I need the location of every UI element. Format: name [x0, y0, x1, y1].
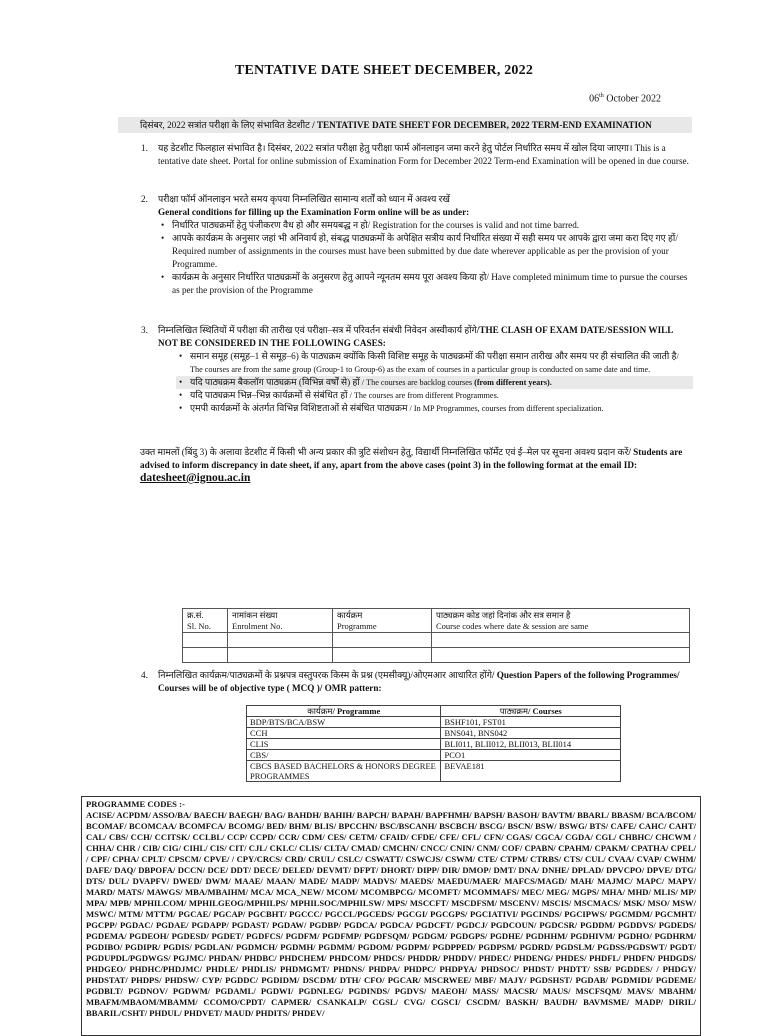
- clash-format-table: [182, 608, 690, 663]
- item-hindi: समान समूह (समूह–1 से समूह–6) के पाठ्यक्रम क्योंकि किसी विशिष्ट समूह के पाठ्यक्रमों की परीक्षा समान तारीख और समय पर ही संचालित की जाती है: [190, 351, 677, 361]
- item-english: / Required number of assignments in the courses must have been submitted by due date wherever applicable as per the provision of your Programme.: [172, 233, 678, 269]
- date-day: 06: [589, 93, 600, 105]
- courses-header-english: / Courses: [527, 706, 562, 716]
- item-english: / The courses are from the same group (Group-1 to Group-6) as the exam of courses in a particular group is conducted on same date and time.: [190, 352, 679, 374]
- courses-cell: BLI011, BLII012, BLII013, BLII014: [441, 739, 621, 750]
- table-cell: [228, 633, 333, 648]
- header-hindi: क्र.सं.: [187, 610, 204, 620]
- section-banner: [118, 117, 692, 133]
- header-cell: [228, 609, 333, 633]
- section-2: [141, 193, 693, 297]
- header-cell: [333, 609, 432, 633]
- header-hindi: नामांकन संख्या: [232, 610, 278, 620]
- item-hindi: यदि पाठ्यक्रम भिन्न–भिन्न कार्यक्रमों से संबंधित हों: [190, 390, 348, 400]
- item-hindi: यदि पाठ्यक्रम बैकलॉग पाठ्यक्रम (विभिन्न वर्षों से) हों: [190, 377, 360, 387]
- issue-date: [589, 93, 661, 104]
- table-header-row: [183, 609, 690, 633]
- table-cell: [228, 648, 333, 663]
- item-hindi: कार्यक्रम के अनुसार निर्धारित पाठ्यक्रमों के अनुसरण हेतु आपने न्यूनतम समय पूरा अवश्य किया हो: [172, 272, 487, 282]
- item-emphasis: (from different years).: [474, 378, 552, 387]
- list-item: [176, 350, 693, 376]
- list-item: [158, 219, 693, 232]
- banner-hindi: दिसंबर, 2022 सत्रांत परीक्षा के लिए संभावित डेटशीट: [140, 120, 310, 130]
- table-row: [247, 728, 621, 739]
- courses-header-hindi: पाठ्यक्रम: [499, 706, 528, 716]
- table-cell: [333, 633, 432, 648]
- page-title: TENTATIVE DATE SHEET DECEMBER, 2022: [234, 63, 534, 78]
- header-cell: [432, 609, 690, 633]
- courses-cell: BNS041, BNS042: [441, 728, 621, 739]
- item-english: / Registration for the courses is valid and not time barred.: [367, 220, 580, 230]
- header-hindi: पाठ्यक्रम कोड जहां दिनांक और सत्र समान है: [436, 610, 571, 620]
- banner-english: / TENTATIVE DATE SHEET FOR DECEMBER, 2022 TERM-END EXAMINATION: [309, 120, 652, 130]
- programme-cell: BDP/BTS/BCA/BSW: [247, 717, 441, 728]
- note-english: / Students are advised to inform discrepancy in date sheet, if any, apart from the above cases (point 3) in the following format at the email ID:: [140, 447, 683, 470]
- section-2-list: [158, 219, 693, 297]
- section-1-hindi: यह डेटशीट फिलहाल संभावित है। दिसंबर, 2022 सत्रांत परीक्षा हेतु परीक्षा फार्म ऑनलाइन जमा करने हेतु पोर्टल निर्धारित समय में खोल दिया जाएगा।: [158, 143, 633, 153]
- email-link[interactable]: datesheet@ignou.ac.in: [140, 472, 251, 484]
- item-hindi: आपके कार्यक्रम के अनुसार जहां भी अनिवार्य हो, संबद्ध पाठ्यक्रमों के अपेक्षित सत्रीय कार्य निर्धारित संख्या में सही समय पर आपके द्वारा जमा करा दिए गए हों: [172, 233, 676, 243]
- list-item: [158, 271, 693, 297]
- date-suffix: th: [599, 93, 604, 99]
- table-cell: [183, 633, 228, 648]
- table-row: [247, 739, 621, 750]
- section-3-number: 3.: [141, 325, 148, 335]
- discrepancy-note: [140, 446, 693, 485]
- programme-header-english: / Programme: [332, 706, 381, 716]
- table-row: [247, 761, 621, 782]
- section-2-english: General conditions for filling up the Examination Form online will be as under:: [158, 207, 470, 217]
- header-cell: [183, 609, 228, 633]
- header-english: Programme: [337, 621, 377, 631]
- table-cell: [432, 648, 690, 663]
- courses-header: [441, 706, 621, 717]
- table-header-row: [247, 706, 621, 717]
- header-english: Sl. No.: [187, 621, 211, 631]
- item-english: / The courses are from different Programmes.: [347, 391, 499, 400]
- list-item: [176, 376, 693, 389]
- section-3: [141, 324, 693, 415]
- item-english: / Have completed minimum time to pursue the courses as per the provision of the Programme: [172, 272, 688, 295]
- programme-cell: CBCS BASED BACHELORS & HONORS DEGREE PROGRAMMES: [247, 761, 441, 782]
- section-4-number: 4.: [141, 670, 148, 680]
- date-rest: October 2022: [603, 93, 661, 105]
- item-hindi: एमपी कार्यक्रमों के अंतर्गत विभिन्न विशिष्टताओं से संबंधित पाठ्यक्रम: [190, 403, 408, 413]
- item-english: / In MP Programmes, courses from different specialization.: [407, 404, 604, 413]
- section-4-hindi: निम्नलिखित कार्यक्रम/पाठ्यक्रमों के प्रश्नपत्र वस्तुपरक किस्म के प्रश्न (एमसीक्यू)/ओएमआर आधारित होंगे: [158, 670, 492, 680]
- section-2-number: 2.: [141, 194, 148, 204]
- courses-cell: PCO1: [441, 750, 621, 761]
- section-4-english: / Question Papers of the following Programmes/ Courses will be of objective type ( MCQ )/ OMR pattern:: [158, 670, 680, 693]
- section-1-number: 1.: [141, 143, 148, 153]
- section-3-list: [176, 350, 693, 415]
- table-row: [183, 648, 690, 663]
- programme-cell: CLIS: [247, 739, 441, 750]
- mcq-programmes-table: [246, 705, 621, 782]
- programme-header: [247, 706, 441, 717]
- table-cell: [183, 648, 228, 663]
- section-4: [141, 669, 693, 695]
- section-3-english: /THE CLASH OF EXAM DATE/SESSION WILL NOT BE CONSIDERED IN THE FOLLOWING CASES:: [158, 325, 673, 348]
- section-3-hindi: निम्नलिखित स्थितियों में परीक्षा की तारीख एवं परीक्षा–सत्र में परिवर्तन संबंधी निवेदन अस्वीकार्य होंगे: [158, 325, 477, 335]
- list-item: [176, 402, 693, 415]
- note-hindi: उक्त मामलों (बिंदु 3) के अलावा डेटशीट में किसी भी अन्य प्रकार की त्रुटि संशोधन हेतु, विद्यार्थी निम्नलिखित फॉर्मेट एवं ई–मेल पर सूचना अवश्य प्रदान करें: [140, 447, 629, 457]
- list-item: [158, 232, 693, 271]
- table-cell: [432, 633, 690, 648]
- table-row: [183, 633, 690, 648]
- list-item: [176, 389, 693, 402]
- section-1: [141, 142, 693, 168]
- item-hindi: निर्धारित पाठ्यक्रमों हेतु पंजीकरण वैध हो और समयबद्ध न हो: [172, 220, 368, 230]
- header-english: Enrolment No.: [232, 621, 283, 631]
- programme-header-hindi: कार्यक्रम: [307, 706, 333, 716]
- courses-cell: BSHF101, FST01: [441, 717, 621, 728]
- item-english: / The courses are backlog courses: [359, 378, 475, 387]
- section-1-english: This is a tentative date sheet. Portal for online submission of Examination Form for December 2022 Term-end Examination will be opened in due course.: [158, 143, 689, 166]
- programme-codes-box: [81, 796, 701, 1036]
- table-row: [247, 717, 621, 728]
- courses-cell: BEVAE181: [441, 761, 621, 782]
- header-hindi: कार्यक्रम: [337, 610, 363, 620]
- programme-codes-heading: PROGRAMME CODES :-: [86, 799, 185, 809]
- programme-codes-list: ACISE/ ACPDM/ ASSO/BA/ BAECH/ BAEGH/ BAG/ BAHDH/ BAHIH/ BAPCH/ BAPAH/ BAPFHMH/ BAPSH/ BASOH/ BAVTM/ BBARL/ BBASM/ BCA/BCOM/ BCOMAF/ BCOMCAA/ BCOMFCA/ BCOMG/ BED/ BHM/ BLIS/ BPCCHN/ BSC/BSCANH/ BSCBCH/ BSCG/ BSCN/ BSW/ BSWG/ BTS/ CAFE/ CAHC/ CAHT/ CAL/ CBS/ CCH/ CCITSK/ CCLBL/ CCP/ CCPD/ CCR/ CDM/ CES/ CETM/ CFAID/ CFDE/ CFE/ CFL/ CFN/ CGAS/ CGCA/ CGDA/ CGL/ CHBHC/ CHCWM / CHHA/ CHR / CIB/ CIG/ CIHL/ CIS/ CIT/ CJL/ CKLC/ CLIS/ CLTA/ CMAD/ CMCHN/ CNCC/ CNIN/ CNM/ COF/ CPABN/ CPAHM/ CPAKM/ CPATHA/ CPEL/ / CPF/ CPHA/ CPLT/ CPSCM/ CPVE/ / CPY/CRCS/ CRD/ CRUL/ CSLC/ CSWATT/ CSWCJS/ CSWM/ CTE/ CTPM/ CTRBS/ CTS/ CUL/ CVAA/ CVAP/ CWHM/ DAFE/ DAQ/ DBPOFA/ DCCN/ DCE/ DDT/ DECE/ DELED/ DEVMT/ DFPT/ DHORT/ DIPP/ DIR/ DMOP/ DMT/ DNA/ DNHE/ DPLAD/ DPVCPO/ DPVE/ DTG/ DTS/ DUL/ DVAPFV/ DWED/ DWM/ MAAE/ MAAN/ MADE/ MADP/ MADVS/ MAEDS/ MAEDU/MAER/ MAFCS/MAGD/ MAH/ MAJMC/ MAPC/ MAPY/ MARD/ MATS/ MAWGS/ MBA/MBAIHM/ MCA/ MCA_NEW/ MCOM/ MCOMBPCG/ MCOMFT/ MCOMMAFS/ MEC/ MEG/ MGPS/ MHA/ MHD/ MLIS/ MP/ MPA/ MPB/ MPHILCOM/ MPHILGEOG/MPHILPS/ MPHILSOC/MPHILSW/ MPS/ MSCCFT/ MSCDFSM/ MSCENV/ MSCIS/ MSCMACS/ MSK/ MSO/ MSW/ MSWC/ MTM/ MTTM/ PGCAE/ PGCAP/ PGCBHT/ PGCCC/ PGCCL/PGCEDS/ PGCGI/ PGCGPS/ PGCIATIVI/ PGCINDS/ PGCIPWS/ PGCMDM/ PGCMHT/ PGCPP/ PGDAC/ PGDAE/ PGDAPP/ PGDAST/ PGDAW/ PGDBP/ PGDCA/ PGDCA/ PGDCFT/ PGDCJ/ PGDCOUN/ PGDCSR/ PGDDM/ PGDDVS/ PGDEDS/ PGDEMA/ PGDEOH/ PGDESD/ PGDET/ PGDFCS/ PGDFM/ PGDFMP/ PGDFSQM/ PGDGM/ PGDGPS/ PGDHE/ PGDHHM/ PGDHIVM/ PGDHO/ PGDHRM/ PGDIBO/ PGDIPR/ PGDIS/ PGDLAN/ PGDMCH/ PGDMH/ PGDMM/ PGDOM/ PGDPM/ PGDPPED/ PGDPSM/ PGDRD/ PGDSLM/ PGDSS/PGDSWT/ PGDT/ PGDUPDL/PGDWGS/ PGJMC/ PHDAN/ PHDBC/ PHDCHEM/ PHDCOM/ PHDCS/ PHDDR/ PHDDV/ PHDEC/ PHDENG/ PHDES/ PHDFL/ PHDFN/ PHDGDS/ PHDGEO/ PHDHC/PHDJMC/ PHDLE/ PHDLIS/ PHDMGMT/ PHDNS/ PHDPA/ PHDPC/ PHDPYA/ PHDSOC/ PHDST/ PHDTT/ SSB/ PGDDES/ / PHDGY/ PHDSTAT/ PHDPS/ PHDSW/ CYP/ PGDDC/ PGDIDM/ DSCDM/ DTH/ CFO/ PGCAR/ MSCRWEE/ MBF/ MAJY/ PGDSHST/ PGDAB/ PGDMIDI/ PGDEME/ PGDBLT/ PGDNOV/ PGDWM/ PGDAML/ PGDWI/ PGDNLEG/ PGDINDS/ PGDVS/ MAEOH/ MASS/ MACSR/ MAUS/ MSCFSQM/ MAVS/ MBAHM/ MBAFM/MBAOM/MBAMM/ CCOMO/CPDT/ CAPMER/ CSANKALP/ CGSL/ CVG/ CGSCI/ CSCDM/ BASKH/ BAUDH/ BAVMSME/ MADP/ DIRIL/ BBARIL/CSHT/ PHDUL/ PHDVET/ MAUD/ PHDITS/ PHDEV/: [86, 810, 696, 1018]
- table-row: [247, 750, 621, 761]
- header-english: Course codes where date & session are same: [436, 621, 589, 631]
- programme-cell: CBS/: [247, 750, 441, 761]
- section-2-hindi: परीक्षा फॉर्म ऑनलाइन भरते समय कृपया निम्नलिखित सामान्य शर्तों को ध्यान में अवश्य रखें: [158, 194, 450, 204]
- table-cell: [333, 648, 432, 663]
- programme-cell: CCH: [247, 728, 441, 739]
